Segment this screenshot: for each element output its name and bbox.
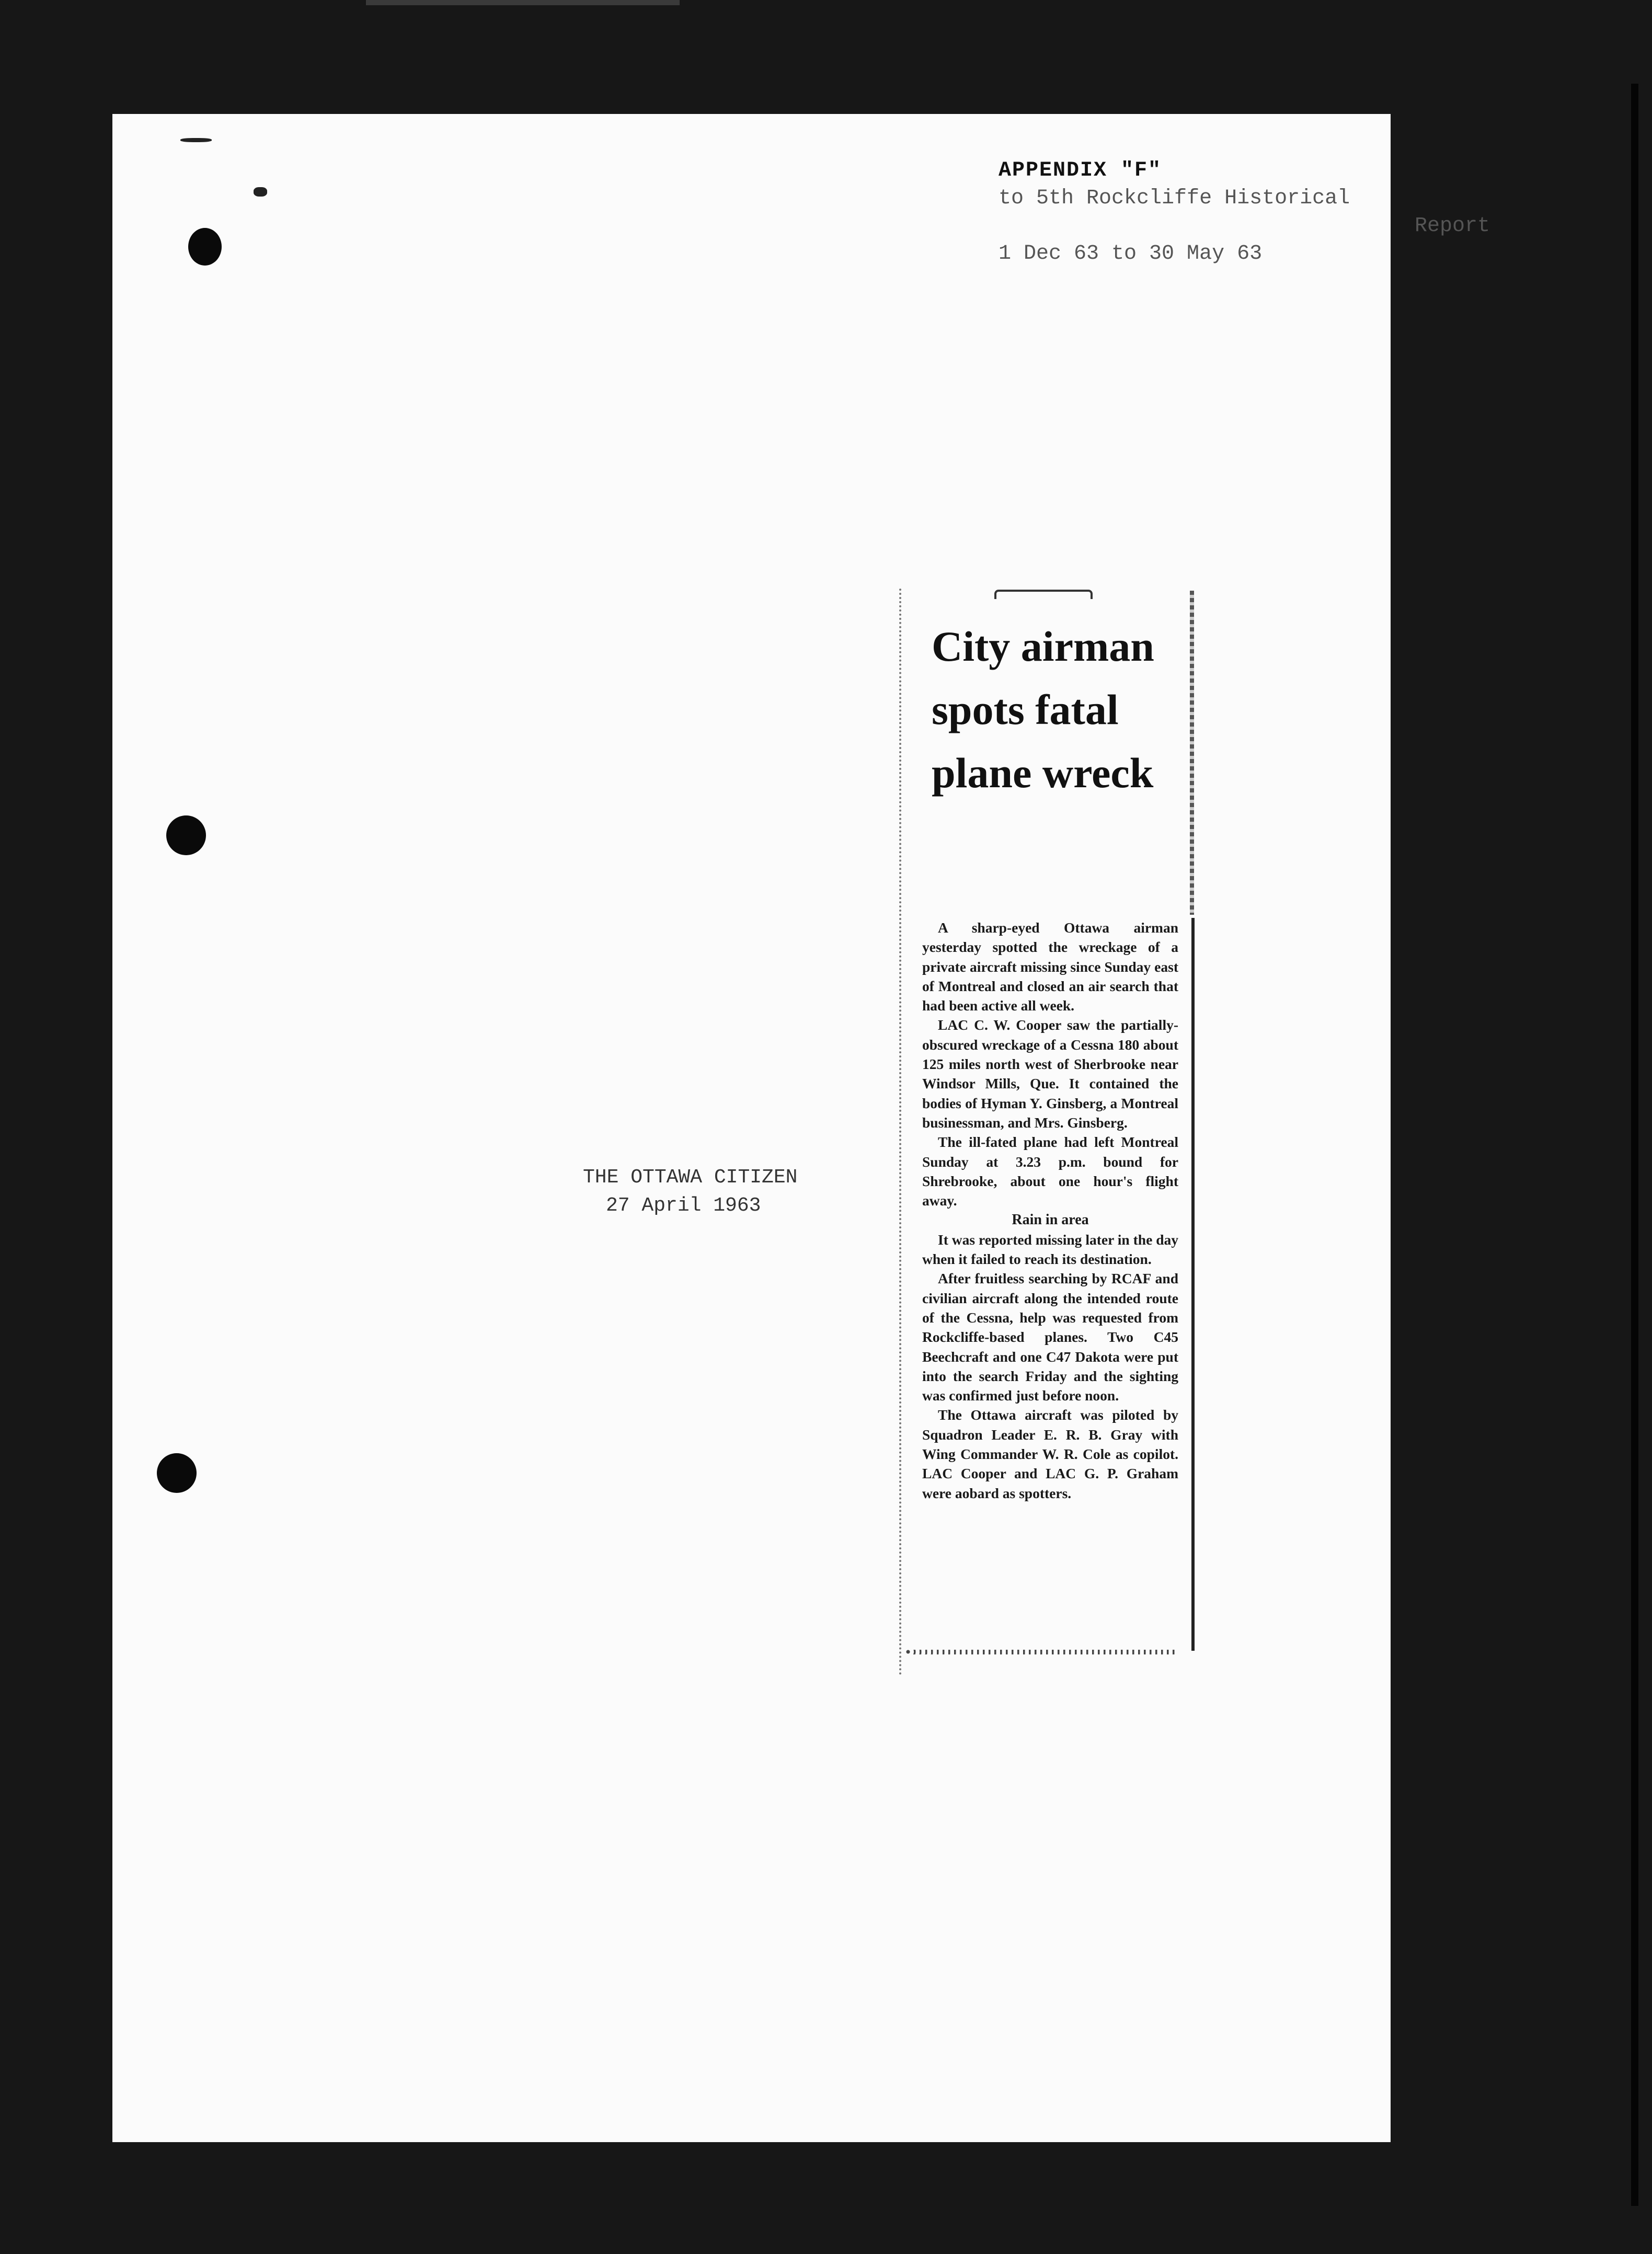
newspaper-date: 27 April 1963 — [606, 1194, 761, 1217]
ink-speck — [180, 138, 212, 142]
article-headline: City airman spots fatal plane wreck — [932, 623, 1154, 797]
article-body — [922, 918, 1178, 1503]
source-annotation — [583, 1164, 797, 1220]
article-paragraph: The Ottawa aircraft was piloted by Squadron Leader E. R. B. Gray with Wing Commander W. R. Cole as copilot. LAC Cooper and LAC G. P. Graham were aobard as spotters. — [922, 1407, 1178, 1501]
report-line-2: Report — [1414, 214, 1490, 238]
punch-hole — [157, 1453, 197, 1493]
newspaper-clipping — [899, 589, 1210, 1676]
scan-right-edge — [1631, 84, 1638, 2206]
appendix-annotation — [999, 157, 1490, 268]
article-paragraph: After fruitless searching by RCAF and civilian aircraft along the intended route of the Cessna, help was requested from Rockcliffe-based planes. Two C45 Beechcraft and one C47 Dakota were put into the search Friday and the sighting was confirmed just before noon. — [922, 1270, 1178, 1404]
clipping-right-rule — [1191, 918, 1195, 1651]
newspaper-name: THE OTTAWA CITIZEN — [583, 1166, 798, 1189]
article-paragraph: The ill-fated plane had left Montreal Sunday at 3.23 p.m. bound for Shrebrooke, about one hour's flight away. — [922, 1134, 1178, 1209]
ink-speck — [254, 187, 267, 197]
article-paragraph: LAC C. W. Cooper saw the partially-obscured wreckage of a Cessna 180 about 125 miles north west of Sherbrooke near Windsor Mills, Que. It contained the bodies of Hyman Y. Ginsberg, a Montreal businessman, and Mrs. Ginsberg. — [922, 1017, 1178, 1131]
date-range: 1 Dec 63 to 30 May 63 — [999, 242, 1263, 266]
article-paragraph: It was reported missing later in the day when it failed to reach its destination. — [922, 1231, 1178, 1268]
clipping-right-border — [1190, 591, 1194, 915]
article-subhead: Rain in area — [1012, 1212, 1089, 1228]
scan-top-strip — [366, 0, 680, 5]
article-paragraph: A sharp-eyed Ottawa airman yesterday spotted the wreckage of a private aircraft missing since Sunday east of Montreal and closed an air search that had been active all week. — [922, 919, 1178, 1014]
paper-sheet — [112, 114, 1490, 2142]
clipping-bottom-border — [905, 1650, 1177, 1654]
punch-hole — [188, 228, 222, 266]
report-line-1: to 5th Rockcliffe Historical — [999, 187, 1350, 210]
clipping-top-rule — [994, 590, 1093, 599]
appendix-label: APPENDIX "F" — [999, 159, 1162, 182]
punch-hole — [166, 815, 206, 855]
